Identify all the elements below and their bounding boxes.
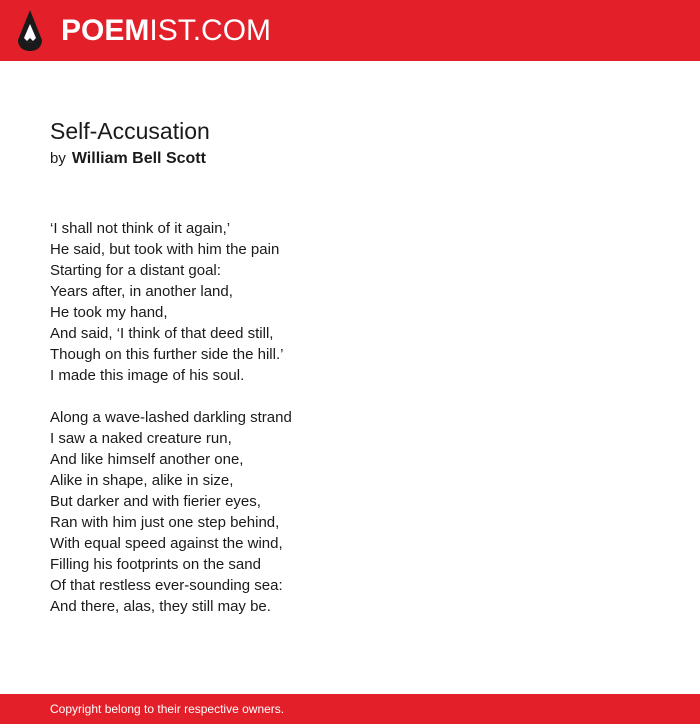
poem-line: Though on this further side the hill.’: [50, 346, 284, 363]
poem-line: ‘I shall not think of it again,’: [50, 220, 231, 237]
poem-line: Alike in shape, alike in size,: [50, 472, 234, 489]
poem-body: [50, 218, 650, 638]
poem-line: Years after, in another land,: [50, 283, 233, 300]
stanza: [50, 407, 650, 617]
poem-line: Of that restless ever-sounding sea:: [50, 577, 283, 594]
site-header: [0, 0, 700, 61]
poem-line: Starting for a distant goal:: [50, 262, 221, 279]
author-name: William Bell Scott: [71, 150, 206, 167]
poem-line: I saw a naked creature run,: [50, 430, 232, 447]
poem-line: He said, but took with him the pain: [50, 241, 280, 258]
poem-title: Self-Accusation: [50, 118, 210, 144]
poem-line: He took my hand,: [50, 304, 168, 321]
poem-line: Along a wave-lashed darkling strand: [50, 409, 292, 426]
pencil-tip-icon[interactable]: [18, 10, 42, 51]
poem-byline: [50, 148, 206, 170]
poem-line: And said, ‘I think of that deed still,: [50, 325, 274, 342]
poem-line: I made this image of his soul.: [50, 367, 245, 384]
brand-bold: POEM: [61, 14, 150, 47]
brand-light: IST.COM: [149, 14, 272, 47]
poem-line: But darker and with fierier eyes,: [50, 493, 261, 510]
site-logo[interactable]: [61, 13, 271, 49]
poem-line: Filling his footprints on the sand: [50, 556, 261, 573]
poem-line: Ran with him just one step behind,: [50, 514, 280, 531]
stanza: [50, 218, 650, 386]
poem-line: And like himself another one,: [50, 451, 244, 468]
poem-line: With equal speed against the wind,: [50, 535, 283, 552]
copyright-notice: Copyright belong to their respective owners.: [50, 702, 285, 716]
site-footer: [0, 694, 700, 724]
poem-line: And there, alas, they still may be.: [50, 598, 271, 615]
byline-prefix: by: [50, 150, 66, 167]
